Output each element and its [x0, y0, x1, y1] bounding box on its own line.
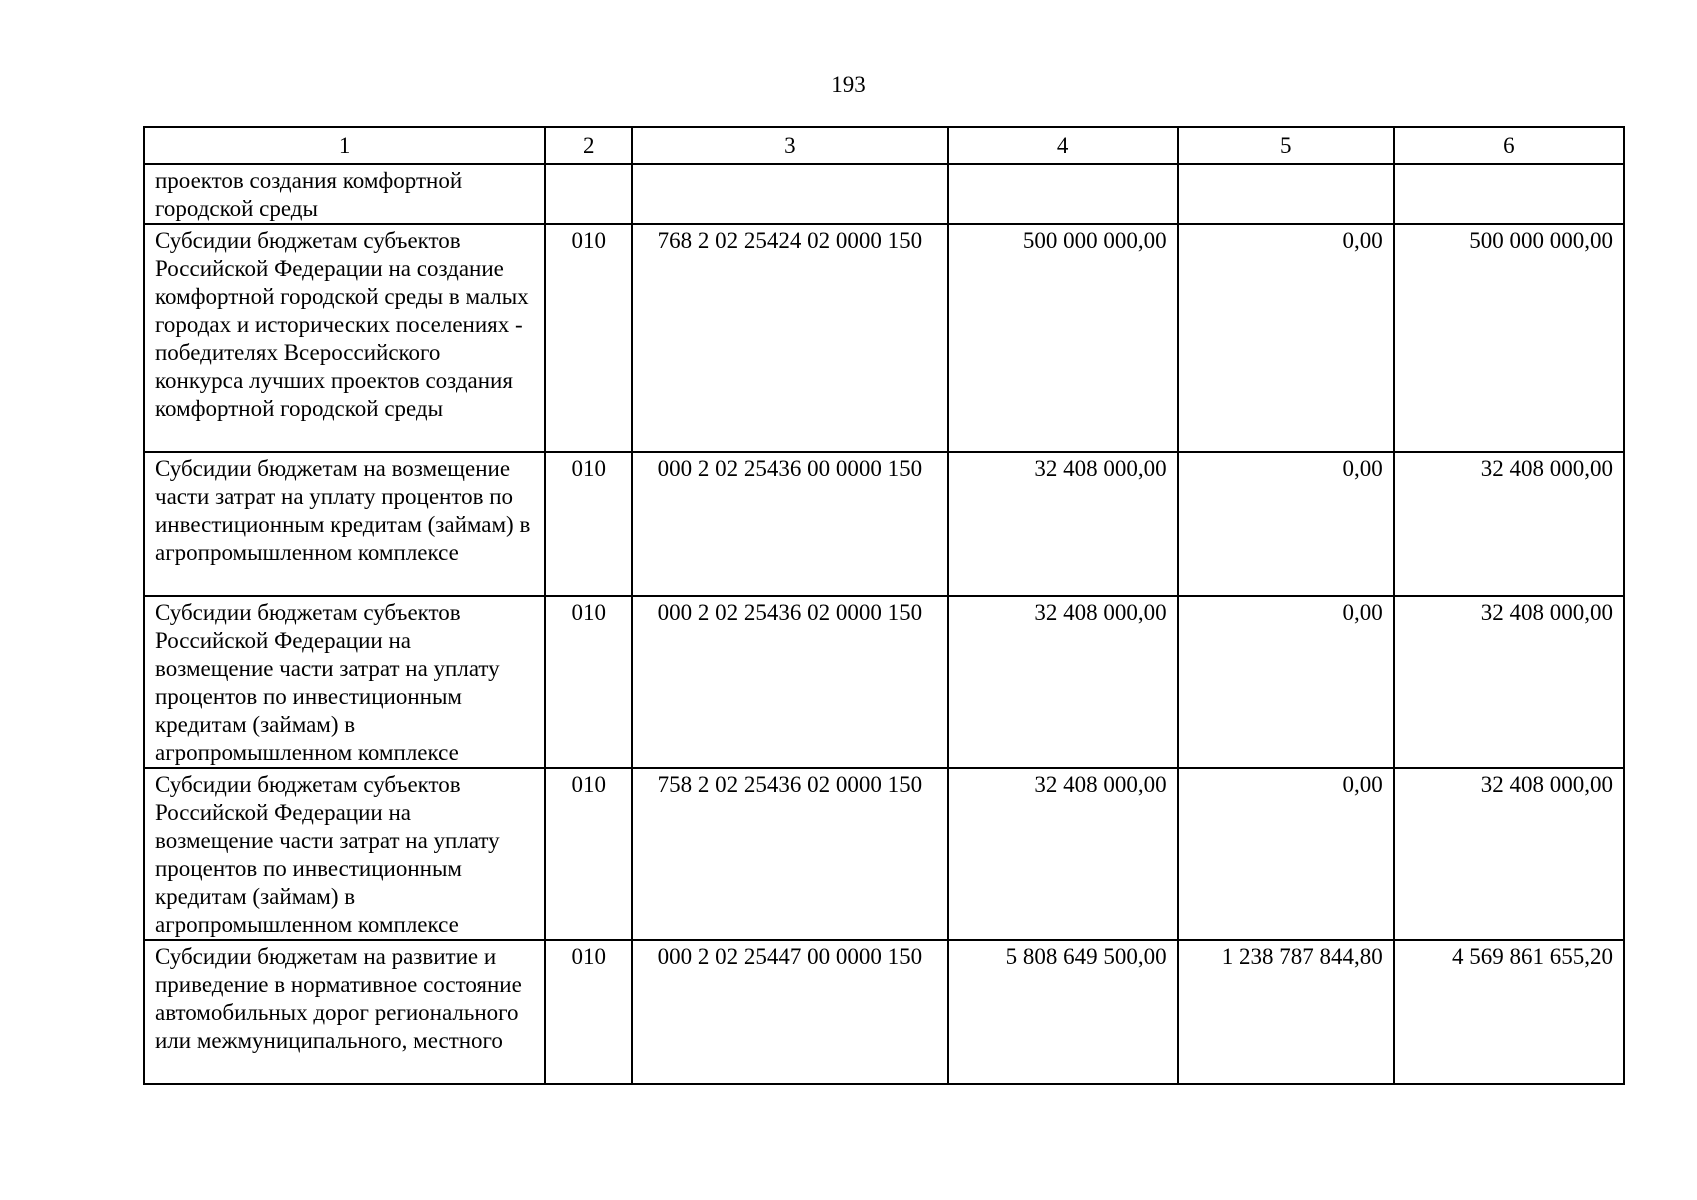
table-row: [144, 596, 1624, 768]
row-planned-amount: 32 408 000,00: [948, 596, 1178, 768]
budget-table: [143, 126, 1625, 1085]
row-budget-classification-code: 000 2 02 25447 00 0000 150: [632, 940, 947, 1084]
page-number: 193: [831, 72, 866, 97]
column-header-5: 5: [1178, 127, 1394, 164]
row-name: Субсидии бюджетам на возмещение части затрат на уплату процентов по инвестиционным кредитам (займам) в агропромышленном комплексе: [144, 452, 545, 596]
table-row: [144, 768, 1624, 940]
row-name: Субсидии бюджетам на развитие и приведение в нормативное состояние автомобильных дорог регионального или межмуниципального, местного: [144, 940, 545, 1084]
row-executed-amount: [1178, 164, 1394, 224]
row-name: Субсидии бюджетам субъектов Российской Федерации на возмещение части затрат на уплату процентов по инвестиционным кредитам (займам) в агропромышленном комплексе: [144, 768, 545, 940]
row-admin-code: 010: [545, 596, 632, 768]
row-admin-code: [545, 164, 632, 224]
table-row: [144, 940, 1624, 1084]
row-admin-code: 010: [545, 940, 632, 1084]
row-executed-amount: 0,00: [1178, 768, 1394, 940]
row-remaining-amount: 32 408 000,00: [1394, 596, 1624, 768]
row-executed-amount: 0,00: [1178, 596, 1394, 768]
row-executed-amount: 0,00: [1178, 452, 1394, 596]
row-budget-classification-code: [632, 164, 947, 224]
column-header-2: 2: [545, 127, 632, 164]
row-remaining-amount: 500 000 000,00: [1394, 224, 1624, 452]
row-budget-classification-code: 000 2 02 25436 02 0000 150: [632, 596, 947, 768]
row-executed-amount: 0,00: [1178, 224, 1394, 452]
row-admin-code: 010: [545, 768, 632, 940]
table-row: [144, 224, 1624, 452]
row-remaining-amount: 4 569 861 655,20: [1394, 940, 1624, 1084]
table-row: [144, 452, 1624, 596]
row-budget-classification-code: 768 2 02 25424 02 0000 150: [632, 224, 947, 452]
row-planned-amount: 32 408 000,00: [948, 452, 1178, 596]
column-header-6: 6: [1394, 127, 1624, 164]
row-name: проектов создания комфортной городской среды: [144, 164, 545, 224]
header-row: [144, 127, 1624, 164]
row-planned-amount: 32 408 000,00: [948, 768, 1178, 940]
row-planned-amount: 500 000 000,00: [948, 224, 1178, 452]
row-admin-code: 010: [545, 224, 632, 452]
row-remaining-amount: 32 408 000,00: [1394, 768, 1624, 940]
table-row: [144, 164, 1624, 224]
row-remaining-amount: [1394, 164, 1624, 224]
row-budget-classification-code: 000 2 02 25436 00 0000 150: [632, 452, 947, 596]
row-name: Субсидии бюджетам субъектов Российской Федерации на создание комфортной городской среды в малых городах и исторических поселениях - победителях Всероссийского конкурса лучших проектов создания комфортной городской среды: [144, 224, 545, 452]
column-header-1: 1: [144, 127, 545, 164]
row-planned-amount: [948, 164, 1178, 224]
row-admin-code: 010: [545, 452, 632, 596]
row-remaining-amount: 32 408 000,00: [1394, 452, 1624, 596]
row-budget-classification-code: 758 2 02 25436 02 0000 150: [632, 768, 947, 940]
row-name: Субсидии бюджетам субъектов Российской Федерации на возмещение части затрат на уплату процентов по инвестиционным кредитам (займам) в агропромышленном комплексе: [144, 596, 545, 768]
column-header-4: 4: [948, 127, 1178, 164]
column-header-3: 3: [632, 127, 947, 164]
row-executed-amount: 1 238 787 844,80: [1178, 940, 1394, 1084]
row-planned-amount: 5 808 649 500,00: [948, 940, 1178, 1084]
